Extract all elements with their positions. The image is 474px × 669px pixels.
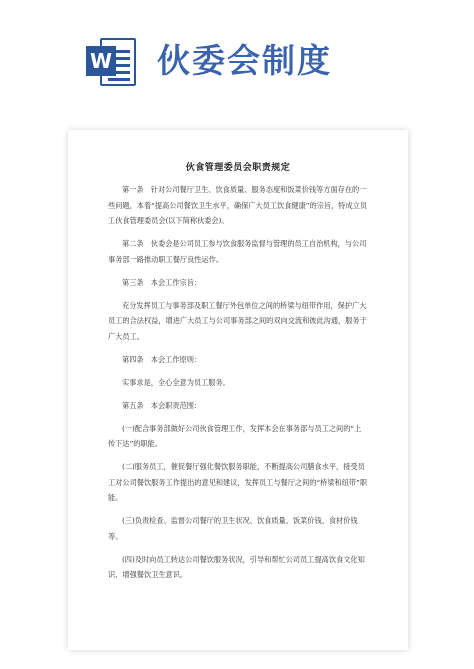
paragraph: (四)及时向员工转达公司餐饮服务状况，引导和帮忙公司员工提高饮食文化知识、增强餐饮卫生意识。 xyxy=(108,554,365,579)
page-title: 伙委会制度 xyxy=(157,41,332,80)
paragraph: (一)配合事务部做好公司伙食管理工作，发挥本会在事务部与员工之间的“上传下达”的职能。 xyxy=(108,423,362,448)
icon-line xyxy=(108,78,130,81)
paragraph: (二)服务员工，催促餐厅强化餐饮服务职能，不断提高公司膳食水平，接受员工对公司餐饮服务工作提出的意见和建议，发挥员工与餐厅之间的“桥梁和纽带”职能。 xyxy=(108,462,368,502)
paragraph: 充分发挥员工与事务部及职工餐厅外包单位之间的桥梁与纽带作用，保护广大员工的合法权益，增进广大员工与公司事务部之间的双向交流和彼此沟通，服务于广大员工。 xyxy=(108,300,367,341)
word-icon-letter: W xyxy=(86,46,116,76)
document-title: 伙食管理委员会职责规定 xyxy=(185,163,291,173)
paragraph: 实事求是，全心全意为员工服务。 xyxy=(122,377,230,387)
paragraph: 第四条 本会工作原则： xyxy=(122,354,202,364)
paragraph: 第五条 本会职责范围： xyxy=(122,400,202,410)
header xyxy=(0,0,474,115)
paragraph: 第三条 本会工作宗旨： xyxy=(122,277,202,287)
paragraph: (三)负责检查、监督公司餐厅的卫生状况、饮食质量、饭菜价钱、食材价钱等。 xyxy=(108,516,358,541)
paragraph: 第二条 伙委会是公司员工参与饮食服务监督与管理的员工自治机构，与公司事务部一路推动职工餐厅良性运作。 xyxy=(108,239,367,264)
paragraph: 第一条 针对公司餐厅卫生、饮食质量、服务态度和饭菜价钱等方面存在的一些问题，本着“提高公司餐饮卫生水平，确保广大员工饮食健康”的宗旨，特成立员工伙食管理委员会(以下简称伙委会)。 xyxy=(108,185,368,225)
word-icon xyxy=(86,32,138,92)
document-page xyxy=(68,130,408,650)
document-body xyxy=(108,182,368,590)
